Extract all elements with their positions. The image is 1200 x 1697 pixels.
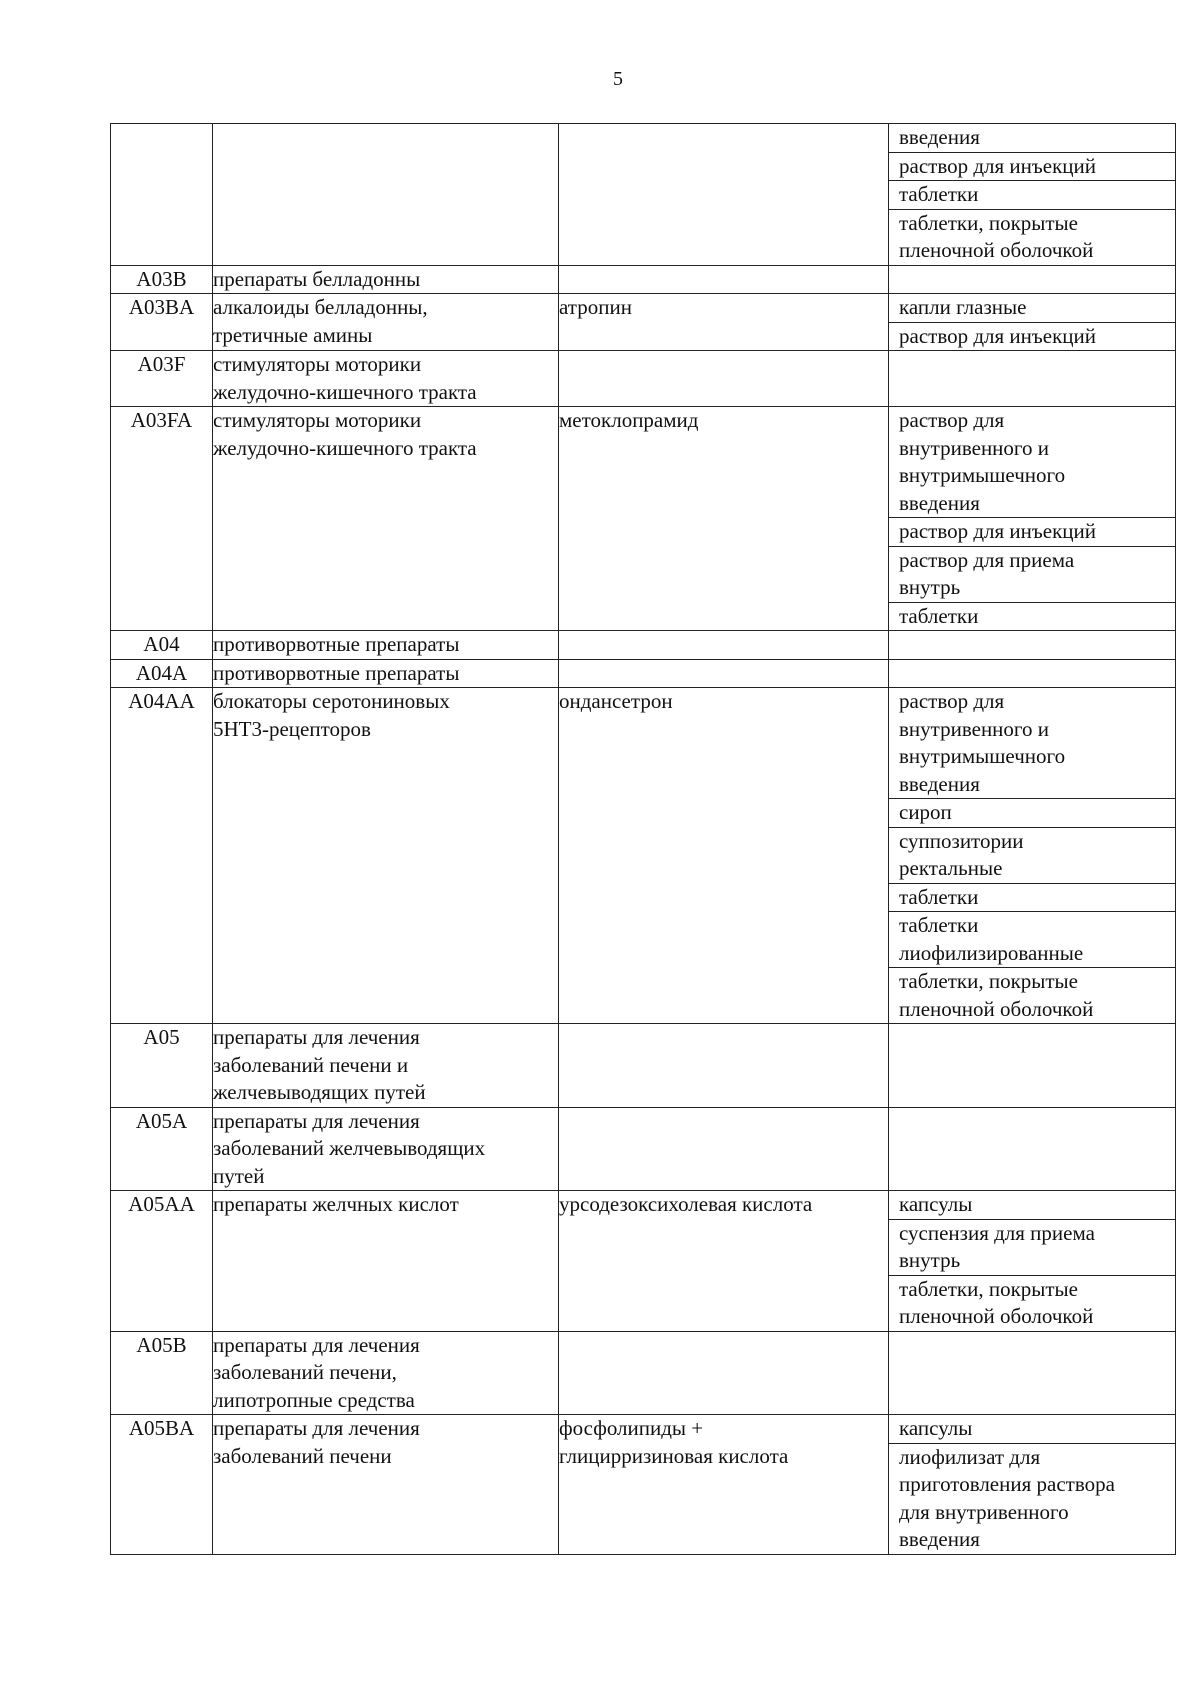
atc-code-cell: A05BA — [111, 1415, 213, 1555]
dosage-form — [889, 967, 1175, 1023]
dosage-form-line: раствор для инъекций — [899, 323, 1096, 348]
drug-name-cell — [559, 351, 889, 407]
dosage-forms-cell — [889, 351, 1176, 407]
dosage-form — [889, 827, 1175, 883]
dosage-form-line: внутрь — [899, 575, 961, 599]
drug-name-cell — [559, 407, 889, 631]
group-name-cell-line: третичные амины — [213, 322, 373, 347]
dosage-form-line: раствор для — [899, 408, 1005, 432]
table-row — [111, 1191, 1176, 1332]
group-name-cell-line: препараты для лечения — [213, 1108, 420, 1133]
drug-name-cell — [559, 659, 889, 688]
dosage-form — [889, 688, 1175, 798]
dosage-form — [889, 1415, 1175, 1443]
dosage-forms-cell — [889, 631, 1176, 660]
dosage-form-line: введения — [899, 1527, 980, 1551]
drug-name-cell-line: глицирризиновая кислота — [559, 1443, 789, 1468]
table-row — [111, 351, 1176, 407]
dosage-forms-cell — [889, 407, 1176, 631]
dosage-form-line: пленочной оболочкой — [899, 1304, 1094, 1328]
table-row — [111, 1415, 1176, 1555]
dosage-form-line: капсулы — [899, 1192, 973, 1216]
dosage-form-line: лиофилизат для — [899, 1444, 1041, 1469]
atc-code-cell: A03FA — [111, 407, 213, 631]
dosage-form — [889, 209, 1175, 265]
table-row — [111, 124, 1176, 266]
dosage-form-line: приготовления раствора — [899, 1472, 1115, 1496]
dosage-forms-cell — [889, 265, 1176, 294]
table-row — [111, 265, 1176, 294]
dosage-form-line: внутримышечного — [899, 463, 1066, 487]
dosage-forms-cell — [889, 1107, 1176, 1191]
table-row — [111, 659, 1176, 688]
atc-code-cell: A03BA — [111, 294, 213, 351]
drug-name-cell — [559, 294, 889, 351]
dosage-form — [889, 322, 1175, 351]
dosage-form-line: введения — [899, 771, 980, 796]
dosage-form-line: пленочной оболочкой — [899, 996, 1094, 1021]
dosage-forms-cell — [889, 688, 1176, 1024]
drug-name-cell-line: атропин — [559, 295, 632, 319]
group-name-cell-line: противорвотные препараты — [213, 632, 460, 656]
dosage-form — [889, 152, 1175, 181]
dosage-forms-cell — [889, 659, 1176, 688]
atc-code-cell: A03B — [111, 265, 213, 294]
dosage-form-line: для внутривенного — [899, 1499, 1069, 1524]
group-name-cell-line: препараты желчных кислот — [213, 1192, 459, 1216]
page-number: 5 — [613, 68, 623, 90]
drug-name-cell — [559, 1024, 889, 1108]
dosage-form-line: сироп — [899, 800, 952, 824]
atc-code-cell: A04AA — [111, 688, 213, 1024]
group-name-cell — [213, 1331, 559, 1415]
group-name-cell — [213, 1191, 559, 1332]
dosage-form — [889, 180, 1175, 209]
dosage-form — [889, 517, 1175, 546]
drug-name-cell-line: урсодезоксихолевая кислота — [559, 1192, 813, 1216]
table-row — [111, 688, 1176, 1024]
group-name-cell-line: противорвотные препараты — [213, 660, 460, 685]
group-name-cell-line: стимуляторы моторики — [213, 408, 422, 432]
drug-name-cell-line: ондансетрон — [559, 689, 673, 713]
dosage-form-line: таблетки, покрытые — [899, 1276, 1078, 1301]
dosage-form — [889, 407, 1175, 517]
table-row — [111, 1331, 1176, 1415]
dosage-form-line: раствор для — [899, 689, 1005, 713]
group-name-cell-line: заболеваний желчевыводящих — [213, 1136, 486, 1160]
atc-code-cell: A03F — [111, 351, 213, 407]
group-name-cell-line: путей — [213, 1163, 265, 1188]
group-name-cell-line: заболеваний печени, — [213, 1360, 397, 1384]
dosage-form-line: таблетки — [899, 913, 979, 937]
group-name-cell-line: желудочно-кишечного тракта — [213, 435, 477, 460]
dosage-form-line: таблетки — [899, 603, 979, 628]
dosage-form — [889, 546, 1175, 602]
dosage-form — [889, 1275, 1175, 1331]
dosage-form — [889, 798, 1175, 827]
group-name-cell — [213, 1415, 559, 1555]
dosage-forms-cell — [889, 1191, 1176, 1332]
group-name-cell — [213, 407, 559, 631]
dosage-form-line: таблетки, покрытые — [899, 210, 1078, 235]
dosage-form — [889, 883, 1175, 912]
dosage-form — [889, 1191, 1175, 1219]
atc-code-cell: A05 — [111, 1024, 213, 1108]
dosage-form-line: капли глазные — [899, 295, 1027, 319]
atc-code-cell — [111, 124, 213, 266]
dosage-form-line: раствор для приема — [899, 547, 1075, 572]
drug-name-cell — [559, 1191, 889, 1332]
table-row — [111, 294, 1176, 351]
group-name-cell-line: желудочно-кишечного тракта — [213, 379, 477, 404]
group-name-cell — [213, 294, 559, 351]
group-name-cell-line: 5HT3-рецепторов — [213, 716, 371, 741]
group-name-cell-line: желчевыводящих путей — [213, 1080, 426, 1104]
drug-name-cell-line: фосфолипиды + — [559, 1416, 704, 1440]
drug-name-cell — [559, 124, 889, 266]
dosage-form-line: суппозитории — [899, 828, 1024, 853]
group-name-cell-line: препараты белладонны — [213, 266, 421, 291]
group-name-cell — [213, 351, 559, 407]
dosage-form-line: введения — [899, 125, 980, 149]
dosage-form-line: таблетки — [899, 884, 979, 909]
dosage-form — [889, 1443, 1175, 1554]
table-row — [111, 1107, 1176, 1191]
drug-name-cell — [559, 631, 889, 660]
group-name-cell-line: алкалоиды белладонны, — [213, 295, 428, 319]
group-name-cell-line: заболеваний печени — [213, 1443, 392, 1468]
group-name-cell — [213, 265, 559, 294]
group-name-cell-line: блокаторы серотониновых — [213, 689, 450, 713]
drug-name-cell-line: метоклопрамид — [559, 408, 699, 432]
atc-code-cell: A04 — [111, 631, 213, 660]
dosage-form — [889, 911, 1175, 967]
group-name-cell-line: липотропные средства — [213, 1387, 415, 1412]
drug-name-cell — [559, 265, 889, 294]
table-row — [111, 407, 1176, 631]
dosage-form — [889, 124, 1175, 152]
dosage-forms-cell — [889, 294, 1176, 351]
drug-name-cell — [559, 1331, 889, 1415]
group-name-cell-line: заболеваний печени и — [213, 1052, 409, 1077]
dosage-forms-cell — [889, 1024, 1176, 1108]
dosage-form-line: раствор для инъекций — [899, 519, 1096, 543]
dosage-forms-cell — [889, 124, 1176, 266]
dosage-form — [889, 1219, 1175, 1275]
dosage-form-line: пленочной оболочкой — [899, 238, 1094, 262]
table-row — [111, 631, 1176, 660]
dosage-forms-cell — [889, 1331, 1176, 1415]
group-name-cell — [213, 659, 559, 688]
dosage-form-line: внутривенного и — [899, 716, 1049, 741]
drug-classification-table — [110, 123, 1176, 1555]
dosage-form-line: внутривенного и — [899, 435, 1049, 460]
dosage-form-line: ректальные — [899, 856, 1003, 880]
dosage-form-line: лиофилизированные — [899, 940, 1084, 965]
dosage-form-line: внутримышечного — [899, 744, 1066, 768]
drug-name-cell — [559, 688, 889, 1024]
drug-name-cell — [559, 1415, 889, 1555]
dosage-form-line: таблетки, покрытые — [899, 969, 1078, 993]
group-name-cell-line: стимуляторы моторики — [213, 352, 422, 376]
dosage-form — [889, 294, 1175, 322]
group-name-cell-line: препараты для лечения — [213, 1025, 420, 1049]
dosage-form-line: суспензия для приема — [899, 1220, 1095, 1245]
dosage-form — [889, 602, 1175, 631]
table-row — [111, 1024, 1176, 1108]
dosage-form-line: раствор для инъекций — [899, 153, 1096, 178]
dosage-form-line: таблетки — [899, 182, 979, 206]
group-name-cell-line: препараты для лечения — [213, 1332, 420, 1357]
atc-code-cell: A05A — [111, 1107, 213, 1191]
group-name-cell — [213, 1024, 559, 1108]
dosage-form-line: введения — [899, 490, 980, 515]
dosage-form-line: внутрь — [899, 1248, 961, 1272]
group-name-cell — [213, 631, 559, 660]
group-name-cell — [213, 1107, 559, 1191]
group-name-cell — [213, 124, 559, 266]
atc-code-cell: A05AA — [111, 1191, 213, 1332]
dosage-forms-cell — [889, 1415, 1176, 1555]
drug-name-cell — [559, 1107, 889, 1191]
group-name-cell — [213, 688, 559, 1024]
group-name-cell-line: препараты для лечения — [213, 1416, 420, 1440]
atc-code-cell: A05B — [111, 1331, 213, 1415]
dosage-form-line: капсулы — [899, 1416, 973, 1440]
atc-code-cell: A04A — [111, 659, 213, 688]
